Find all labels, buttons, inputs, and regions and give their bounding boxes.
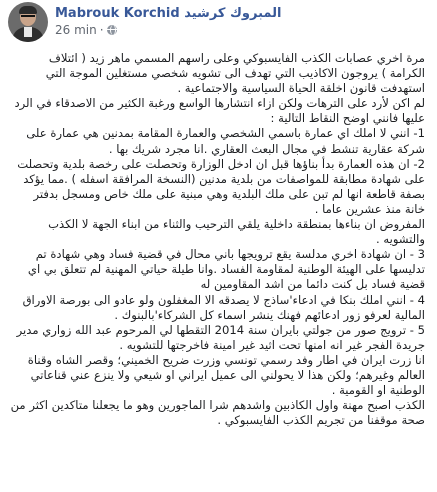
post-body (8, 44, 429, 428)
post-paragraph: 3 - ان شهادة اخري مدلسة يقع ترويجها باني محال في قضية فساد وهي شهادة تم تدليسها على الهيئة الوطنية لمقاومة الفساد .وانا طيلة حياتي المهنية لم تتعلق بي اي قضية فساد بل كنت دائما من اشد المقاومين له (27, 247, 425, 292)
post-paragraph: لم اكن لأرد على الترهات ولكن ازاء انتشارها الواسع ورغبة الكثير من الاصدقاء في الرد عليها فانني اوضح النقاط التالية : (14, 96, 425, 126)
author-avatar[interactable] (8, 2, 48, 42)
avatar-glasses-shape (21, 15, 35, 18)
post-paragraph: 4 - انني املك بنكا في ادعاء'ساذج لا يصدقه الا المغفلون ولو عادو الى بورصة الاوراق المالية لعرفو زور ادعائهم فهنك ينشر اسماء كل الشركاء'بالبنوك . (22, 292, 425, 322)
separator-dot: · (99, 23, 104, 37)
post-paragraph: المفروض ان بناءها بمنطقة داخلية يلقي الترحيب والثناء من ابناء الجهة لا الكذب والتشويه . (48, 217, 425, 247)
post-paragraph: 1- انني لا املك اي عمارة باسمي الشخصي والعمارة المقامة بمدنين هي عمارة على شركة عقارية تنشط في مجال البعث العقاري .انا مجرد شريك بها . (26, 126, 425, 156)
post-paragraph: مرة اخري عصابات الكذب الفايسبوكي وعلى راسهم المسمي ماهر زيد ( ائتلاف الكرامة ) يروجون الاكاذيب التي تهدف الى تشويه شخصي مستغلين الموجة التي استهدفت قانون اخلقة الحياة السياسية والاجتماعية . (45, 51, 425, 96)
avatar-collar-shape (24, 27, 32, 37)
post-paragraph: 5 - ترويج صور من جولتي بايران سنة 2014 التقطها لي المرحوم عبد الله زواري مدير جريدة الفجر غير انه امنها تحت اثيد غير امينة فاخرجتها للتشويه . (16, 322, 425, 352)
post-paragraph: الكذب اصبح مهنة واول الكاذبين واشدهم شرا الماجورين وهو ما يجعلنا متاكدين اكثر من صحة موقفنا من تجريم الكذب الفايسبوكي . (10, 398, 425, 428)
author-name-link[interactable]: Mabrouk Korchid المبروك كرشيد (55, 6, 282, 21)
post-timestamp[interactable] (55, 22, 281, 38)
globe-icon[interactable] (107, 25, 117, 35)
post-meta (55, 6, 281, 38)
post-paragraph: 2- ان هذه العمارة بدأ بناؤها قبل ان ادخل الوزارة وتحصلت على رخصة بلدية وتحصلت على شهادة مطابقة للمواصفات من بلدية مدنين (النسخة المرافقة اسفله ) .مما يؤكد بصفة قاطعة انها لم تبن على ملك البلدية وهي مبنية على ملك خاص ومسجل بدفتر خانة منذ عشرين عاما . (17, 156, 425, 216)
timestamp-text: 26 min (55, 23, 97, 37)
post-header (8, 0, 429, 44)
post-paragraph: انا زرت ايران في اطار وفد رسمي تونسي وزرت ضريح الخميني؛ وقصر الشاه وقناة العالم وغيرهم؛ ولكن هذا لا يحولني الى عميل ايراني او شيعي ولا ينزع عني قناعاتي الوطنية او القومية . (27, 352, 425, 398)
avatar-hair-shape (19, 6, 37, 14)
